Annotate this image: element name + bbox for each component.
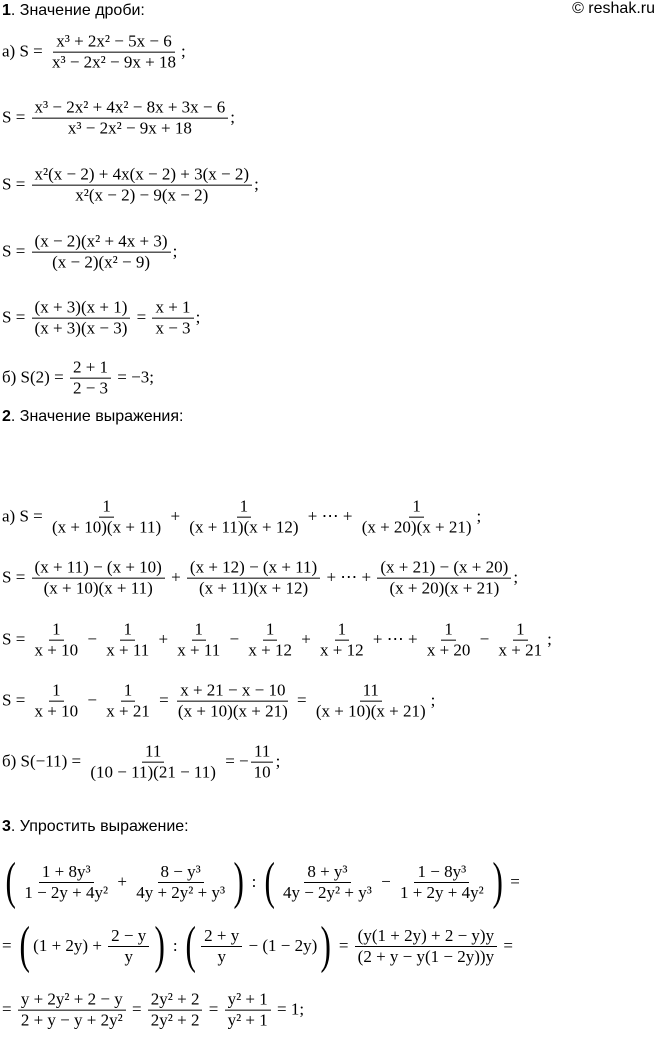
denominator: (x + 11)(x + 12)	[189, 517, 299, 537]
denominator: (x + 20)(x + 21)	[361, 517, 472, 537]
fraction	[18, 991, 126, 1030]
denominator: x − 3	[155, 318, 191, 338]
section-heading	[2, 2, 145, 20]
numerator: 8 + y³	[304, 863, 350, 883]
numerator: 1	[120, 621, 135, 641]
numerator: x + 1	[152, 299, 193, 319]
math-text: =	[292, 691, 311, 710]
big-parenthesis: (	[5, 853, 16, 910]
math-text: а) S =	[2, 42, 47, 61]
numerator: 2 + 1	[70, 359, 111, 379]
denominator: x³ − 2x² − 9x + 18	[67, 118, 192, 138]
equation-line	[2, 917, 513, 974]
fraction	[251, 743, 274, 782]
math-text: ;	[230, 108, 236, 127]
equation-line	[2, 33, 186, 72]
denominator: x³ − 2x² − 9x + 18	[52, 52, 176, 72]
numerator: x³ + 2x² − 5x − 6	[53, 33, 174, 53]
numerator: 1	[263, 621, 278, 641]
fraction	[148, 991, 203, 1030]
section-title: . Значение дроби:	[10, 2, 145, 19]
denominator: y	[124, 946, 133, 966]
math-text: =	[154, 691, 173, 710]
fraction	[355, 927, 497, 966]
watermark: © reshak.ru	[572, 0, 655, 17]
fraction	[49, 33, 179, 72]
denominator: (2 + y − y(1 − 2y))y	[357, 946, 495, 966]
fraction	[187, 559, 320, 598]
big-parenthesis: )	[233, 853, 244, 910]
denominator: x + 10	[34, 701, 79, 721]
big-parenthesis: )	[320, 917, 332, 974]
fraction	[280, 863, 375, 902]
section-number: 3	[2, 818, 11, 835]
numerator: x + 21 − x − 10	[177, 682, 288, 702]
math-text: +	[154, 630, 173, 649]
equation-line	[2, 682, 435, 721]
denominator: (x + 11)(x + 12)	[198, 578, 309, 598]
numerator: 1	[513, 621, 528, 641]
fraction	[32, 682, 82, 721]
section-number: 2	[2, 408, 11, 425]
fraction	[87, 743, 219, 782]
denominator: 4y − 2y² + y³	[282, 882, 372, 902]
equation-line	[2, 743, 280, 782]
math-text: S =	[2, 308, 30, 327]
section-title: . Значение выражения:	[10, 408, 184, 425]
fraction	[245, 621, 295, 660]
fraction	[152, 299, 193, 338]
fraction	[70, 359, 111, 398]
fraction	[313, 682, 429, 721]
math-text: (1 + 2y) +	[33, 936, 107, 955]
math-text: S =	[2, 108, 30, 127]
numerator: x²(x − 2) + 4x(x − 2) + 3(x − 2)	[32, 166, 253, 186]
denominator: (x + 10)(x + 21)	[315, 701, 426, 721]
math-text: − (1 − 2y)	[244, 936, 318, 955]
math-text: = −3;	[113, 368, 154, 387]
math-text: −	[376, 872, 395, 891]
math-text: ;	[513, 568, 519, 587]
denominator: 4y + 2y² + y³	[136, 882, 226, 902]
section-heading	[2, 408, 183, 426]
section-title: . Упростить выражение:	[10, 818, 189, 835]
fraction	[424, 621, 474, 660]
big-parenthesis: )	[492, 853, 503, 910]
equation-line	[2, 359, 154, 398]
numerator: 11	[142, 743, 164, 763]
math-text: S =	[2, 568, 30, 587]
equation-line	[2, 991, 304, 1030]
math-text: :	[247, 872, 261, 891]
equation-line	[2, 559, 518, 598]
fraction	[186, 498, 301, 537]
math-text: =	[334, 936, 353, 955]
denominator: y	[217, 946, 226, 966]
big-parenthesis: )	[154, 917, 166, 974]
fraction	[133, 863, 228, 902]
denominator: 2 + y − y + 2y²	[20, 1010, 123, 1030]
numerator: 1	[192, 621, 207, 641]
numerator: 1	[49, 682, 64, 702]
math-text: S =	[2, 691, 30, 710]
math-text: S =	[2, 175, 30, 194]
denominator: (x − 2)(x² − 9)	[52, 252, 151, 272]
math-text: ;	[476, 507, 482, 526]
fraction	[32, 621, 82, 660]
denominator: 1 + 2y + 4y²	[399, 882, 484, 902]
numerator: 2 + y	[201, 927, 242, 947]
denominator: y² + 1	[227, 1010, 268, 1030]
numerator: 11	[360, 682, 382, 702]
fraction	[317, 621, 367, 660]
math-text: а) S =	[2, 507, 47, 526]
fraction	[397, 863, 487, 902]
math-text: =	[204, 1000, 223, 1019]
numerator: 8 − y³	[158, 863, 204, 883]
math-text: +	[113, 872, 132, 891]
numerator: (x + 12) − (x + 11)	[187, 559, 320, 579]
math-text: +	[166, 568, 185, 587]
denominator: 1 − 2y + 4y²	[24, 882, 109, 902]
denominator: x + 20	[426, 640, 471, 660]
denominator: x + 12	[248, 640, 292, 660]
big-parenthesis: (	[19, 917, 30, 974]
section-number: 1	[2, 2, 11, 19]
denominator: x + 21	[106, 701, 150, 721]
fraction	[359, 498, 475, 537]
math-text: + ⋯ +	[303, 507, 357, 526]
math-text: S =	[2, 630, 30, 649]
denominator: (x + 10)(x + 11)	[43, 578, 153, 598]
denominator: (x + 10)(x + 21)	[177, 701, 288, 721]
numerator: 1	[335, 621, 350, 641]
denominator: 2 − 3	[72, 378, 109, 398]
math-text: −	[225, 630, 244, 649]
fraction	[32, 299, 131, 338]
fraction	[377, 559, 511, 598]
denominator: 2y² + 2	[150, 1010, 200, 1030]
denominator: (10 − 11)(21 − 11)	[90, 762, 216, 782]
math-text: ;	[195, 308, 201, 327]
math-text: +	[166, 507, 185, 526]
denominator: x²(x − 2) − 9(x − 2)	[75, 185, 209, 205]
math-text: ;	[254, 175, 259, 194]
fraction	[103, 682, 153, 721]
math-text: ;	[430, 691, 436, 710]
math-text: = −	[220, 752, 249, 771]
fraction	[49, 498, 164, 537]
equation-line	[2, 233, 177, 272]
denominator: x + 11	[177, 640, 221, 660]
fraction	[32, 559, 165, 598]
numerator: x³ − 2x² + 4x² − 8x + 3x − 6	[32, 99, 229, 119]
fraction	[225, 991, 271, 1030]
fraction	[201, 927, 242, 966]
fraction	[108, 927, 149, 966]
math-text: ;	[547, 630, 552, 649]
fraction	[32, 233, 171, 272]
numerator: (x − 2)(x² + 4x + 3)	[32, 233, 171, 253]
section-heading	[2, 818, 189, 836]
math-text: −	[475, 630, 494, 649]
numerator: 1 + 8y³	[39, 863, 94, 883]
equation-line	[2, 299, 200, 338]
fraction	[174, 621, 223, 660]
equation-line	[2, 166, 259, 205]
math-text: + ⋯ +	[322, 568, 376, 587]
numerator: (x + 11) − (x + 10)	[32, 559, 165, 579]
numerator: 1	[49, 621, 64, 641]
math-text: =	[2, 1000, 16, 1019]
denominator: x + 11	[106, 640, 150, 660]
math-text: +	[296, 630, 316, 649]
denominator: x + 21	[498, 640, 543, 660]
math-text: ;	[180, 42, 186, 61]
fraction	[175, 682, 291, 721]
fraction	[32, 99, 229, 138]
big-parenthesis: (	[264, 853, 275, 910]
denominator: 10	[253, 762, 271, 782]
math-text: б) S(2) =	[2, 368, 68, 387]
equation-line	[2, 853, 520, 910]
numerator: (x + 21) − (x + 20)	[377, 559, 511, 579]
fraction	[32, 166, 253, 205]
math-text: + ⋯ +	[368, 630, 422, 649]
big-parenthesis: (	[185, 917, 196, 974]
math-text: б) S(−11) =	[2, 752, 86, 771]
math-text: =	[127, 1000, 146, 1019]
numerator: 1	[237, 498, 252, 518]
numerator: 1 − 8y³	[414, 863, 469, 883]
denominator: (x + 3)(x − 3)	[34, 318, 128, 338]
math-text: −	[83, 691, 102, 710]
math-text: =	[506, 872, 520, 891]
numerator: (y(1 + 2y) + 2 − y)y	[355, 927, 497, 947]
denominator: (x + 10)(x + 11)	[52, 517, 162, 537]
denominator: (x + 20)(x + 21)	[389, 578, 500, 598]
math-text: ;	[172, 242, 178, 261]
denominator: x + 10	[34, 640, 79, 660]
math-text: −	[83, 630, 102, 649]
denominator: x + 12	[320, 640, 364, 660]
math-text: =	[2, 936, 16, 955]
numerator: 2 − y	[108, 927, 149, 947]
math-text: =	[132, 308, 151, 327]
numerator: 1	[121, 682, 136, 702]
math-text: S =	[2, 242, 30, 261]
math-text: =	[499, 936, 513, 955]
fraction	[21, 863, 111, 902]
equation-line	[2, 621, 552, 660]
fraction	[103, 621, 152, 660]
numerator: y² + 1	[225, 991, 271, 1011]
math-text: ;	[275, 752, 281, 771]
math-text: :	[168, 936, 182, 955]
fraction	[496, 621, 546, 660]
numerator: 1	[99, 498, 114, 518]
numerator: 1	[441, 621, 456, 641]
numerator: y + 2y² + 2 − y	[18, 991, 126, 1011]
equation-line	[2, 498, 481, 537]
numerator: 11	[251, 743, 273, 763]
numerator: 1	[409, 498, 424, 518]
numerator: 2y² + 2	[148, 991, 203, 1011]
math-text: = 1;	[272, 1000, 305, 1019]
equation-line	[2, 99, 235, 138]
numerator: (x + 3)(x + 1)	[32, 299, 131, 319]
